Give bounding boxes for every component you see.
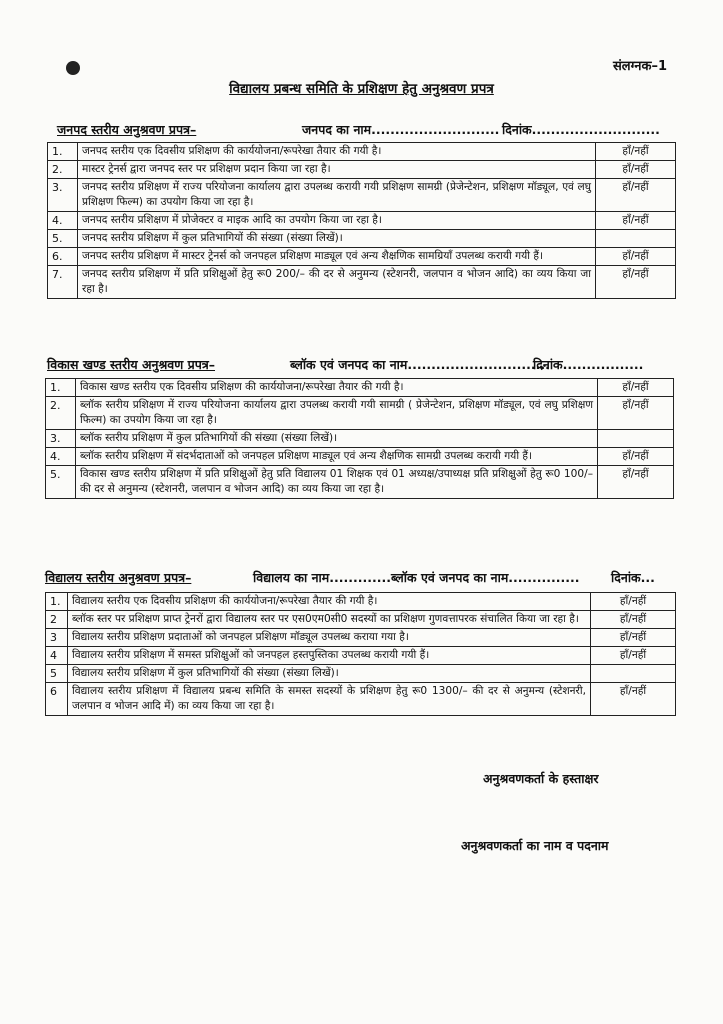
- row-text: विद्यालय स्तरीय प्रशिक्षण में कुल प्रतिभागियों की संख्या (संख्या लिखें)।: [68, 665, 591, 683]
- section-2-header: [47, 356, 643, 373]
- row-text: जनपद स्तरीय प्रशिक्षण में राज्य परियोजना कार्यालय द्वारा उपलब्ध करायी गयी प्रशिक्षण सामग्री (प्रेजेन्टेशन, प्रशिक्षण मॉड्यूल, एवं लघु प्रशिक्षण फिल्म) का उपयोग किया जा रहा है।: [78, 179, 596, 212]
- name-designation-label: अनुश्रवणकर्ता का नाम व पदनाम: [461, 838, 609, 853]
- row-number: 1.: [46, 593, 68, 611]
- row-number: 4: [46, 647, 68, 665]
- section-1-table: [47, 142, 676, 299]
- row-text: जनपद स्तरीय एक दिवसीय प्रशिक्षण की कार्ययोजना/रूपरेखा तैयार की गयी है।: [78, 143, 596, 161]
- table-row: [46, 430, 674, 448]
- section-1-name-field: जनपद का नाम...........................: [302, 122, 500, 137]
- table-row: [46, 683, 676, 716]
- row-number: 3: [46, 629, 68, 647]
- table-row: [46, 593, 676, 611]
- page-title: विद्यालय प्रबन्ध समिति के प्रशिक्षण हेतु अनुश्रवण प्रपत्र: [229, 81, 494, 97]
- table-row: [48, 212, 676, 230]
- row-number: 5.: [46, 466, 76, 499]
- row-answer: हाँ/नहीं: [591, 683, 676, 716]
- row-number: 5.: [48, 230, 78, 248]
- row-text: विद्यालय स्तरीय प्रशिक्षण में विद्यालय प्रबन्ध समिति के समस्त सदस्यों के प्रशिक्षण हेतु रू0 1300/– की दर से अनुमन्य (स्टेशनरी, जलपान व भोजन आदि में) का व्यय किया जा रहा है।: [68, 683, 591, 716]
- row-answer: हाँ/नहीं: [596, 212, 676, 230]
- row-answer: हाँ/नहीं: [598, 448, 674, 466]
- table-row: [48, 266, 676, 299]
- row-text: ब्लॉक स्तरीय प्रशिक्षण में कुल प्रतिभागियों की संख्या (संख्या लिखें)।: [76, 430, 598, 448]
- row-number: 6.: [48, 248, 78, 266]
- row-number: 7.: [48, 266, 78, 299]
- row-text: जनपद स्तरीय प्रशिक्षण में प्रोजेक्टर व माइक आदि का उपयोग किया जा रहा है।: [78, 212, 596, 230]
- table-row: [48, 179, 676, 212]
- row-number: 3.: [48, 179, 78, 212]
- row-text: जनपद स्तरीय प्रशिक्षण में मास्टर ट्रेनर्स को जनपहल प्रशिक्षण माड्यूल एवं अन्य शैक्षणिक सामग्रियाँ उपलब्ध करायी गयी हैं।: [78, 248, 596, 266]
- row-answer: [596, 230, 676, 248]
- row-answer: हाँ/नहीं: [596, 161, 676, 179]
- annexure-label: संलग्नक–1: [613, 59, 667, 74]
- row-answer: हाँ/नहीं: [591, 593, 676, 611]
- table-row: [46, 448, 674, 466]
- section-3-table: [45, 592, 676, 716]
- section-3-name-field: विद्यालय का नाम.............ब्लॉक एवं जनपद का नाम...............: [253, 570, 580, 585]
- table-row: [46, 466, 674, 499]
- table-row: [46, 647, 676, 665]
- section-1-header: [57, 121, 660, 138]
- section-3-heading: विद्यालय स्तरीय अनुश्रवण प्रपत्र–: [45, 570, 192, 585]
- table-row: [46, 611, 676, 629]
- row-text: विकास खण्ड स्तरीय एक दिवसीय प्रशिक्षण की कार्ययोजना/रूपरेखा तैयार की गयी है।: [76, 379, 598, 397]
- table-row: [46, 379, 674, 397]
- section-3-date-field: दिनांक...: [611, 570, 655, 585]
- row-answer: हाँ/नहीं: [596, 248, 676, 266]
- table-row: [46, 397, 674, 430]
- row-answer: [598, 430, 674, 448]
- row-number: 4.: [48, 212, 78, 230]
- section-2-date-field: दिनांक.................: [533, 357, 644, 372]
- section-2-heading: विकास खण्ड स्तरीय अनुश्रवण प्रपत्र–: [47, 357, 216, 372]
- row-text: विद्यालय स्तरीय एक दिवसीय प्रशिक्षण की कार्ययोजना/रूपरेखा तैयार की गयी है।: [68, 593, 591, 611]
- row-text: विद्यालय स्तरीय प्रशिक्षण में समस्त प्रशिक्षुओं को जनपहल हस्तपुस्तिका उपलब्ध करायी गयी हैं।: [68, 647, 591, 665]
- row-answer: हाँ/नहीं: [596, 266, 676, 299]
- punch-hole: [66, 61, 80, 75]
- section-1-heading: जनपद स्तरीय अनुश्रवण प्रपत्र–: [57, 122, 197, 137]
- row-text: ब्लॉक स्तर पर प्रशिक्षण प्राप्त ट्रेनरों द्वारा विद्यालय स्तर पर एस0एम0सी0 सदस्यों का प्रशिक्षण गुणवत्तापरक संचालित किया जा रहा है।: [68, 611, 591, 629]
- row-number: 3.: [46, 430, 76, 448]
- section-2-name-field: ब्लॉक एवं जनपद का नाम..............................: [290, 357, 550, 372]
- row-text: ब्लॉक स्तरीय प्रशिक्षण में राज्य परियोजना कार्यालय द्वारा उपलब्ध करायी गयी सामग्री ( प्रेजेन्टेशन, प्रशिक्षण मॉड्यूल, एवं लघु प्रशिक्षण फिल्म) का उपयोग किया जा रहा है।: [76, 397, 598, 430]
- row-number: 2: [46, 611, 68, 629]
- row-number: 1.: [48, 143, 78, 161]
- row-text: ब्लॉक स्तरीय प्रशिक्षण में संदर्भदाताओं को जनपहल प्रशिक्षण माड्यूल एवं अन्य शैक्षणिक सामग्री उपलब्ध करायी गयी हैं।: [76, 448, 598, 466]
- section-2-table: [45, 378, 674, 499]
- row-number: 4.: [46, 448, 76, 466]
- row-answer: हाँ/नहीं: [598, 397, 674, 430]
- row-answer: हाँ/नहीं: [591, 611, 676, 629]
- row-text: विद्यालय स्तरीय प्रशिक्षण प्रदाताओं को जनपहल प्रशिक्षण मॉड्यूल उपलब्ध कराया गया है।: [68, 629, 591, 647]
- table-row: [48, 161, 676, 179]
- row-number: 2.: [48, 161, 78, 179]
- row-number: 1.: [46, 379, 76, 397]
- table-row: [48, 230, 676, 248]
- section-3-header: [45, 569, 655, 586]
- section-1-date-field: दिनांक...........................: [502, 122, 660, 137]
- row-answer: हाँ/नहीं: [591, 629, 676, 647]
- row-number: 2.: [46, 397, 76, 430]
- row-answer: हाँ/नहीं: [598, 379, 674, 397]
- row-text: मास्टर ट्रेनर्स द्वारा जनपद स्तर पर प्रशिक्षण प्रदान किया जा रहा है।: [78, 161, 596, 179]
- row-answer: हाँ/नहीं: [596, 143, 676, 161]
- signature-label: अनुश्रवणकर्ता के हस्ताक्षर: [483, 771, 599, 786]
- table-row: [46, 665, 676, 683]
- row-number: 5: [46, 665, 68, 683]
- table-row: [48, 143, 676, 161]
- row-answer: [591, 665, 676, 683]
- table-row: [46, 629, 676, 647]
- row-answer: हाँ/नहीं: [591, 647, 676, 665]
- row-number: 6: [46, 683, 68, 716]
- row-answer: हाँ/नहीं: [598, 466, 674, 499]
- table-row: [48, 248, 676, 266]
- row-text: जनपद स्तरीय प्रशिक्षण में प्रति प्रशिक्षुओं हेतु रू0 200/– की दर से अनुमन्य (स्टेशनरी, जलपान व भोजन आदि) का व्यय किया जा रहा है।: [78, 266, 596, 299]
- row-answer: हाँ/नहीं: [596, 179, 676, 212]
- row-text: जनपद स्तरीय प्रशिक्षण में कुल प्रतिभागियों की संख्या (संख्या लिखें)।: [78, 230, 596, 248]
- row-text: विकास खण्ड स्तरीय प्रशिक्षण में प्रति प्रशिक्षुओं हेतु प्रति विद्यालय 01 शिक्षक एवं 01 अध्यक्ष/उपाध्यक्ष प्रति प्रशिक्षुओं हेतु रू0 100/– की दर से अनुमन्य (स्टेशनरी, जलपान व भोजन आदि) का व्यय किया जा रहा है।: [76, 466, 598, 499]
